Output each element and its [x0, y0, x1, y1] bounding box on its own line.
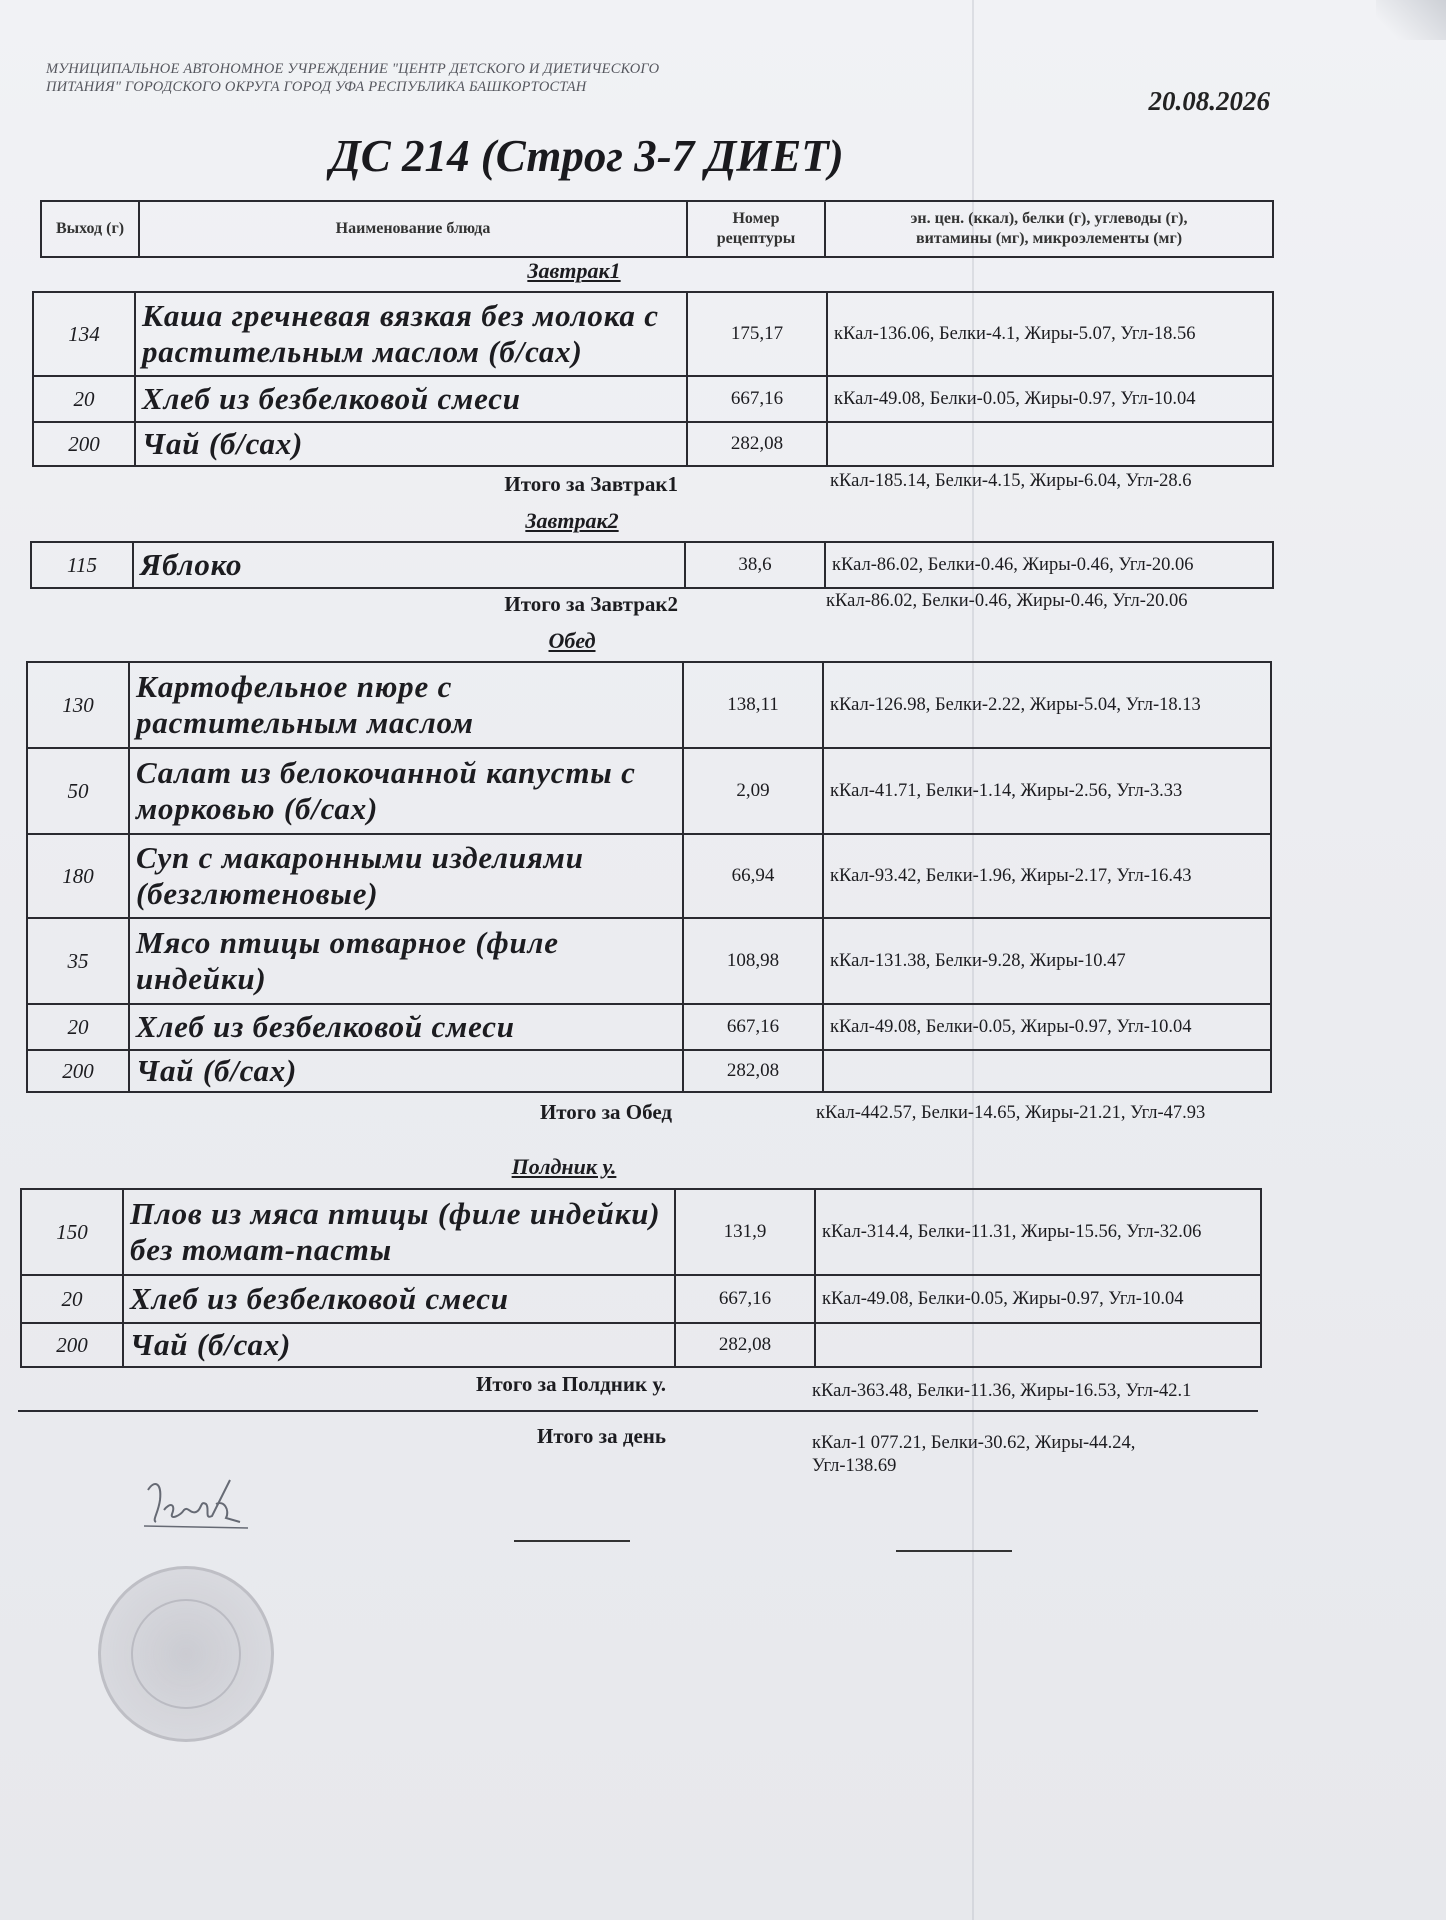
table-breakfast1	[32, 291, 1274, 467]
table-row	[21, 1323, 1261, 1367]
dish-recipe: 2,09	[683, 748, 823, 834]
dish-output: 20	[21, 1275, 123, 1323]
dish-recipe: 282,08	[675, 1323, 815, 1367]
column-header-table	[40, 200, 1274, 258]
total-values-day: кКал-1 077.21, Белки-30.62, Жиры-44.24, Угл-138.69	[812, 1433, 1136, 1476]
total-label-breakfast2: Итого за Завтрак2	[504, 592, 678, 616]
menu-date: 20.08.2026	[1148, 86, 1270, 116]
section-title-breakfast2: Завтрак2	[525, 508, 619, 533]
table-breakfast2	[30, 541, 1274, 589]
total-values-lunch: кКал-442.57, Белки-14.65, Жиры-21.21, Угл-47.93	[816, 1103, 1206, 1123]
dish-recipe: 131,9	[675, 1189, 815, 1275]
total-values-breakfast2: кКал-86.02, Белки-0.46, Жиры-0.46, Угл-20.06	[826, 591, 1188, 611]
dish-recipe: 282,08	[683, 1050, 823, 1092]
dish-name: Плов из мяса птицы (филе индейки) без томат-пасты	[123, 1189, 675, 1275]
signature-scribble	[140, 1470, 260, 1540]
dish-output: 200	[27, 1050, 129, 1092]
dish-output: 130	[27, 662, 129, 748]
column-values	[825, 201, 1273, 257]
dish-recipe: 38,6	[685, 542, 825, 588]
dish-values	[827, 422, 1273, 466]
table-row	[27, 662, 1271, 748]
dish-name: Хлеб из безбелковой смеси	[129, 1004, 683, 1050]
total-label-breakfast1: Итого за Завтрак1	[504, 472, 678, 496]
column-recipe-line1: Номер	[732, 210, 780, 227]
dish-name: Суп с макаронными изделиями (безглютеновые)	[129, 834, 683, 918]
dish-recipe: 175,17	[687, 292, 827, 376]
dish-name: Мясо птицы отварное (филе индейки)	[129, 918, 683, 1004]
page-title: ДС 214 (Строг 3-7 ДИЕТ)	[330, 131, 844, 181]
dish-values: кКал-136.06, Белки-4.1, Жиры-5.07, Угл-18.56	[827, 292, 1273, 376]
table-lunch	[26, 661, 1272, 1093]
organization-name: МУНИЦИПАЛЬНОЕ АВТОНОМНОЕ УЧРЕЖДЕНИЕ "ЦЕНТР ДЕТСКОГО И ДИЕТИЧЕСКОГО ПИТАНИЯ" ГОРОДСКОГО ОКРУГА ГОРОД УФА РЕСПУБЛИКА БАШКОРТОСТАН	[46, 61, 660, 95]
section-title-snack: Полдник у.	[511, 1154, 617, 1179]
dish-recipe: 667,16	[683, 1004, 823, 1050]
dish-name: Хлеб из безбелковой смеси	[123, 1275, 675, 1323]
dish-values: кКал-49.08, Белки-0.05, Жиры-0.97, Угл-10.04	[815, 1275, 1261, 1323]
total-label-day: Итого за день	[537, 1424, 666, 1448]
dish-values: кКал-86.02, Белки-0.46, Жиры-0.46, Угл-20.06	[825, 542, 1273, 588]
stamp-inner-ring	[131, 1599, 241, 1709]
dish-recipe: 108,98	[683, 918, 823, 1004]
dish-output: 20	[27, 1004, 129, 1050]
signature-line-left	[514, 1540, 630, 1542]
dish-values: кКал-131.38, Белки-9.28, Жиры-10.47	[823, 918, 1271, 1004]
dish-name: Каша гречневая вязкая без молока с растительным маслом (б/сах)	[135, 292, 687, 376]
dish-recipe: 282,08	[687, 422, 827, 466]
dish-name: Яблоко	[133, 542, 685, 588]
dish-output: 115	[31, 542, 133, 588]
dish-values: кКал-126.98, Белки-2.22, Жиры-5.04, Угл-18.13	[823, 662, 1271, 748]
table-row	[31, 542, 1273, 588]
dish-output: 50	[27, 748, 129, 834]
dish-values: кКал-49.08, Белки-0.05, Жиры-0.97, Угл-10.04	[823, 1004, 1271, 1050]
dish-values	[815, 1323, 1261, 1367]
total-values-breakfast1: кКал-185.14, Белки-4.15, Жиры-6.04, Угл-28.6	[830, 471, 1192, 491]
dish-output: 200	[21, 1323, 123, 1367]
dish-name: Чай (б/сах)	[135, 422, 687, 466]
table-row	[27, 834, 1271, 918]
dish-output: 20	[33, 376, 135, 422]
dish-recipe: 138,11	[683, 662, 823, 748]
dish-values	[823, 1050, 1271, 1092]
total-label-snack: Итого за Полдник у.	[476, 1372, 666, 1396]
table-snack	[20, 1188, 1262, 1368]
dish-name: Чай (б/сах)	[123, 1323, 675, 1367]
total-values-snack: кКал-363.48, Белки-11.36, Жиры-16.53, Угл-42.1	[812, 1381, 1192, 1401]
column-output: Выход (г)	[41, 201, 139, 257]
dish-recipe: 667,16	[687, 376, 827, 422]
table-row	[21, 1189, 1261, 1275]
dish-output: 150	[21, 1189, 123, 1275]
dish-output: 200	[33, 422, 135, 466]
dish-output: 35	[27, 918, 129, 1004]
table-row	[21, 1275, 1261, 1323]
dish-name: Хлеб из безбелковой смеси	[135, 376, 687, 422]
dish-values: кКал-41.71, Белки-1.14, Жиры-2.56, Угл-3.33	[823, 748, 1271, 834]
dish-recipe: 66,94	[683, 834, 823, 918]
total-label-lunch: Итого за Обед	[539, 1100, 672, 1124]
stamp-seal	[98, 1566, 274, 1742]
section-title-lunch: Обед	[548, 628, 596, 653]
table-row	[27, 1004, 1271, 1050]
dish-recipe: 667,16	[675, 1275, 815, 1323]
dish-output: 180	[27, 834, 129, 918]
column-name: Наименование блюда	[139, 201, 687, 257]
dish-values: кКал-314.4, Белки-11.31, Жиры-15.56, Угл-32.06	[815, 1189, 1261, 1275]
column-values-line2: витамины (мг), микроэлементы (мг)	[915, 230, 1183, 247]
table-row	[27, 918, 1271, 1004]
signature-line-right	[896, 1550, 1012, 1552]
dish-values: кКал-49.08, Белки-0.05, Жиры-0.97, Угл-10.04	[827, 376, 1273, 422]
column-values-line1: эн. цен. (ккал), белки (г), углеводы (г),	[910, 210, 1188, 227]
dish-values: кКал-93.42, Белки-1.96, Жиры-2.17, Угл-16.43	[823, 834, 1271, 918]
day-total-divider	[18, 1410, 1258, 1412]
column-recipe-line2: рецептуры	[716, 230, 796, 247]
section-title-breakfast1: Завтрак1	[527, 258, 621, 283]
column-recipe	[687, 201, 825, 257]
dish-name: Картофельное пюре с растительным маслом	[129, 662, 683, 748]
dish-name: Салат из белокочанной капусты с морковью (б/сах)	[129, 748, 683, 834]
table-row	[33, 292, 1273, 376]
dish-output: 134	[33, 292, 135, 376]
table-row	[27, 1050, 1271, 1092]
table-row	[33, 376, 1273, 422]
dish-name: Чай (б/сах)	[129, 1050, 683, 1092]
page-corner-shadow	[1376, 0, 1446, 40]
table-row	[33, 422, 1273, 466]
table-row	[27, 748, 1271, 834]
